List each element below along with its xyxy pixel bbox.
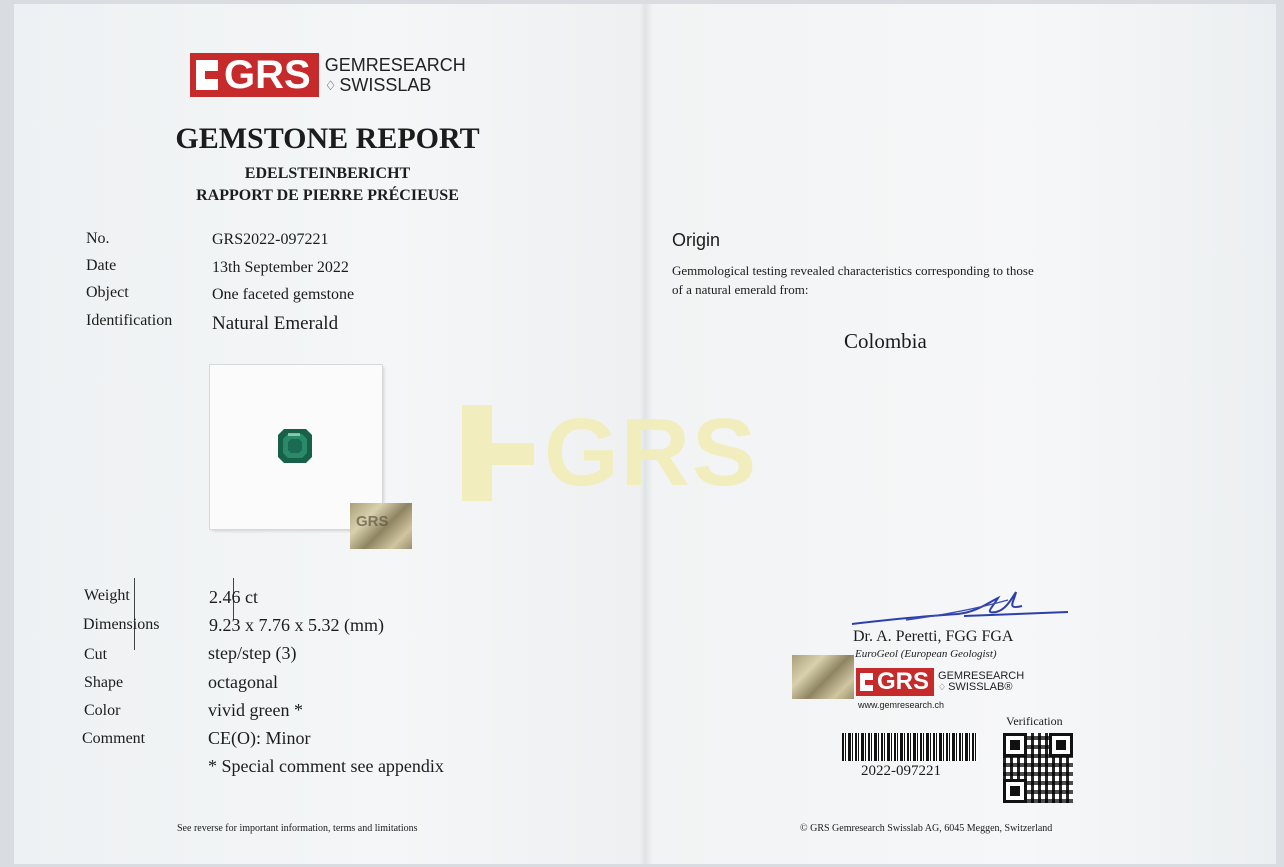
special-comment-note: * Special comment see appendix [208, 756, 444, 776]
website-link: www.gemresearch.ch [858, 700, 945, 710]
diamond-icon: ♢ [324, 77, 337, 93]
label-shape: Shape [84, 674, 124, 691]
label-identification: Identification [86, 312, 173, 329]
label-cut: Cut [84, 646, 108, 663]
label-comment: Comment [82, 730, 146, 747]
grs-small-logo [856, 668, 1024, 696]
value-date: 13th September 2022 [212, 259, 349, 276]
origin-country: Colombia [844, 329, 927, 353]
grs-watermark [462, 398, 758, 508]
value-shape: octagonal [208, 672, 278, 692]
swiss-cross-icon [196, 60, 218, 90]
label-no: No. [86, 230, 110, 247]
footer-reverse-note: See reverse for important information, terms and limitations [177, 823, 418, 834]
label-date: Date [86, 257, 117, 274]
small-logo-line-2: SWISSLAB® [948, 681, 1013, 693]
small-logo-line-1: GEMRESEARCH [938, 670, 1025, 682]
watermark-cross-icon [462, 405, 534, 501]
value-dimensions: 9.23 x 7.76 x 5.32 (mm) [209, 615, 384, 635]
report-title: GEMSTONE REPORT [175, 122, 480, 155]
small-logo-grs-text: GRS [877, 668, 930, 695]
signatory-name: Dr. A. Peretti, FGG FGA [853, 628, 1014, 645]
qr-finder-icon [1049, 733, 1073, 757]
logo-line-1: GEMRESEARCH [324, 55, 466, 75]
small-diamond-icon: ♢ [938, 682, 947, 692]
qr-finder-icon [1003, 733, 1027, 757]
measure-divider [134, 578, 135, 650]
logo-grs-text: GRS [224, 52, 311, 97]
value-cut: step/step (3) [208, 643, 297, 663]
value-identification: Natural Emerald [212, 313, 339, 334]
barcode [842, 733, 978, 761]
value-no: GRS2022-097221 [212, 231, 329, 248]
label-weight: Weight [84, 587, 130, 604]
qr-finder-icon [1003, 779, 1027, 803]
verification-qr-code[interactable] [1003, 733, 1073, 803]
grs-logo-mark [190, 53, 319, 97]
watermark-text: GRS [544, 399, 759, 506]
origin-text-line-2: of a natural emerald from: [672, 282, 809, 297]
logo-line-2: SWISSLAB [339, 75, 432, 95]
origin-heading: Origin [672, 230, 721, 250]
hologram-grs-icon: GRS [356, 513, 389, 530]
value-comment: CE(O): Minor [208, 728, 311, 748]
value-weight: 2.46 ct [209, 587, 258, 607]
value-object: One faceted gemstone [212, 286, 355, 303]
barcode-number: 2022-097221 [861, 763, 941, 779]
signature-image [846, 586, 1068, 632]
report-title-french: RAPPORT DE PIERRE PRÉCIEUSE [196, 187, 459, 204]
logo-subtitle [325, 56, 466, 94]
report-title-german: EDELSTEINBERICHT [244, 165, 411, 182]
security-hologram [350, 503, 412, 549]
signatory-title: EuroGeol (European Geologist) [855, 648, 997, 660]
footer-copyright: © GRS Gemresearch Swisslab AG, 6045 Meggen, Switzerland [800, 823, 1053, 834]
grs-logo [190, 53, 466, 97]
label-object: Object [86, 284, 129, 301]
label-color: Color [84, 702, 121, 719]
small-logo-subtitle [938, 671, 1024, 693]
label-dimensions: Dimensions [83, 616, 160, 633]
small-logo-mark [856, 668, 934, 696]
origin-text-line-1: Gemmological testing revealed characteristics corresponding to those [672, 263, 1034, 278]
signature-hologram [792, 655, 854, 699]
emerald-icon [278, 429, 312, 463]
small-swiss-cross-icon [860, 673, 873, 691]
value-color: vivid green * [208, 700, 303, 720]
verification-label: Verification [1006, 714, 1063, 728]
